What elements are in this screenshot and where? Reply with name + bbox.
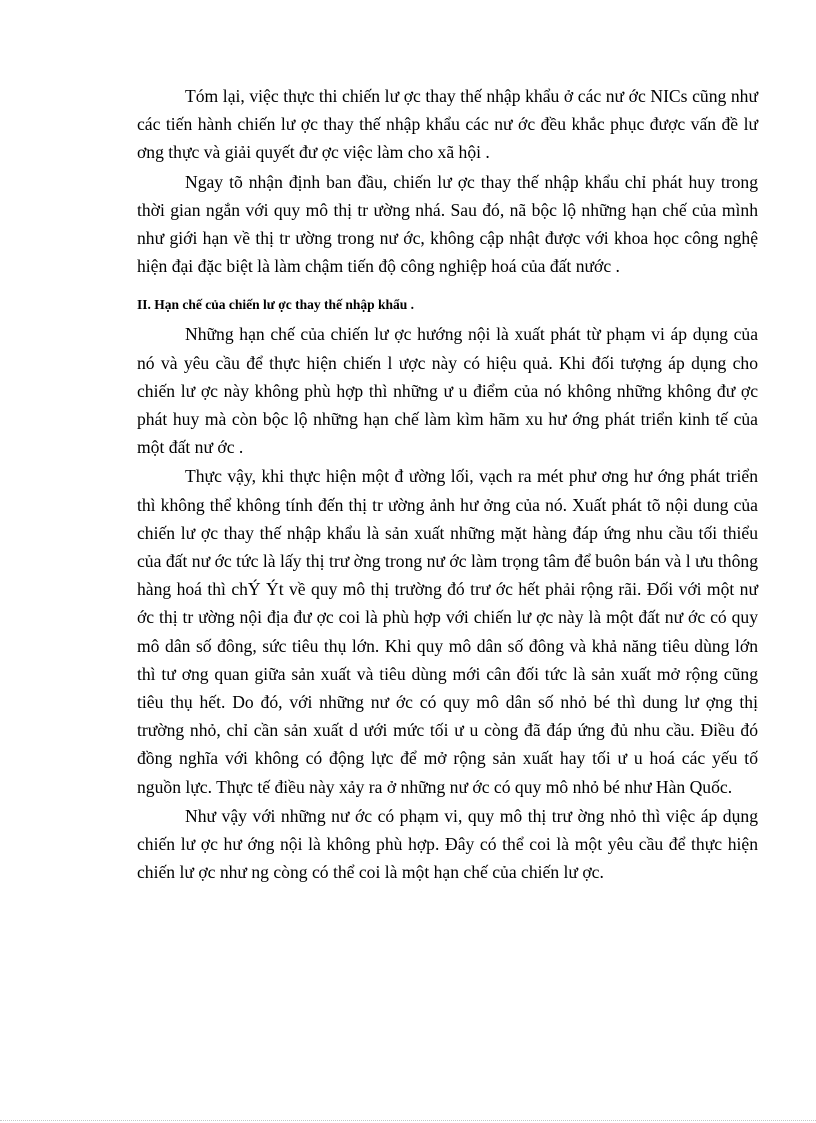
paragraph-summary: Tóm lại, việc thực thi chiến lư ợc thay thế nhập khẩu ở các nư ớc NICs cũng như các tiến hành chiến lư ợc thay thế nhập khẩu các nư ớc đều khắc phục được vấn đề lư ơng thực và giải quyết đư ợc việc làm cho xã hội .	[137, 86, 758, 163]
paragraph-conclusion: Như vậy với những nư ớc có phạm vi, quy mô thị trư ờng nhỏ thì việc áp dụng chiến lư ợc hư ớng nội là không phù hợp. Đây có thể coi là một yêu cầu để thực hiện chiến lư ợc như ng còng có thể coi là một hạn chế của chiến lư ợc.	[137, 805, 758, 883]
section-heading: II. Hạn chế của chiến lư ợc thay thế nhập khẩu .	[137, 297, 415, 313]
page-bottom-divider	[0, 1120, 816, 1121]
paragraph-limitations: Những hạn chế của chiến lư ợc hướng nội là xuất phát từ phạm vi áp dụng của nó và yêu cầu để thực hiện chiến l ược này có hiệu quả. Khi đối tượng áp dụng cho chiến lư ợc này không phù hợp thì những ư u điểm của nó không những không đư ợc phát huy mà còn bộc lộ những hạn chế làm kìm hãm xu hư ớng phát triển kinh tế của một đất nư ớc .	[137, 324, 758, 458]
paragraph-initial-assessment: Ngay tõ nhận định ban đầu, chiến lư ợc thay thế nhập khẩu chỉ phát huy trong thời gian ngắn với quy mô thị tr ường nhá. Sau đó, nã bộc lộ những hạn chế của mình như giới hạn về thị tr ường trong nư ớc, không cập nhật được với khoa học công nghệ hiện đại đặc biệt là làm chậm tiến độ công nghiệp hoá của đất nước .	[137, 171, 758, 277]
document-body	[137, 82, 758, 887]
paragraph-market-analysis: Thực vậy, khi thực hiện một đ ường lối, vạch ra mét phư ơng hư ớng phát triển thì không thể không tính đến thị tr ường ảnh hư ởng của nó. Xuất phát tõ nội dung của chiến lư ợc thay thế nhập khẩu là sản xuất những mặt hàng đáp ứng nhu cầu tối thiểu của đất nư ớc tức là lấy thị trư ờng trong nư ớc làm trọng tâm để buôn bán và l ưu thông hàng hoá thì chÝ Ýt về quy mô thị trường đó trư ớc hết phải rộng rãi. Đối với một nư ớc thị tr ường nội địa đư ợc coi là phù hợp với chiến lư ợc này là một đất nư ớc có quy mô dân số đông, sức tiêu thụ lớn. Khi quy mô dân số đông và khả năng tiêu dùng lớn thì tư ơng quan giữa sản xuất và tiêu dùng mới cân đối tức là sản xuất mở rộng cũng tiêu thụ hết. Do đó, với những nư ớc có quy mô dân số nhỏ bé thì dung lư ợng thị trường nhỏ, chỉ cần sản xuất d ưới mức tối ư u còng đã đáp ứng đủ nhu cầu. Điều đó đồng nghĩa với không có động lực để mở rộng sản xuất hay tối ư u hoá các yếu tố nguồn lực. Thực tế điều này xảy ra ở những nư ớc có quy mô nhỏ bé như Hàn Quốc.	[137, 466, 758, 797]
